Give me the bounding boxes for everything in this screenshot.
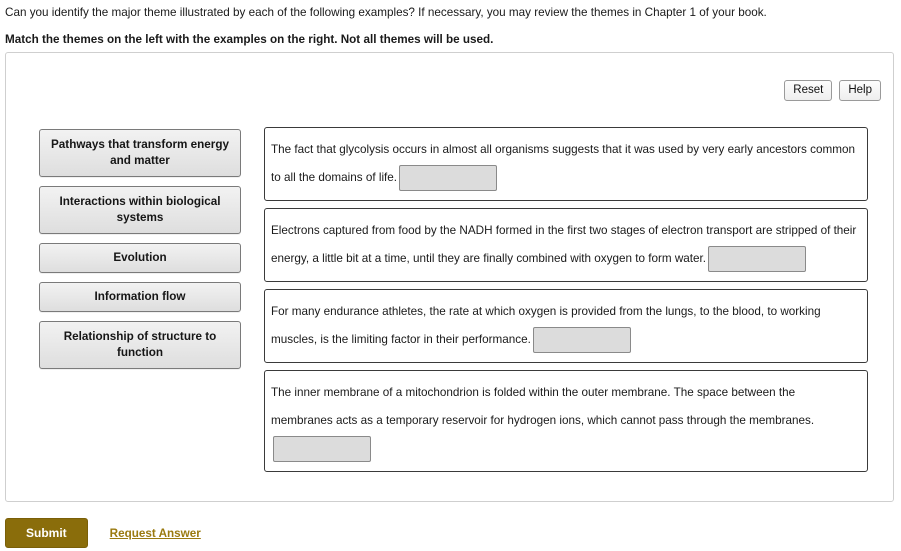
answer-drop-slot[interactable] bbox=[399, 165, 497, 191]
theme-label: Interactions within biological systems bbox=[59, 195, 221, 224]
intro-text: Can you identify the major theme illustrated by each of the following examples? If necessary, you may review the themes in Chapter 1 of your book. bbox=[5, 6, 767, 19]
example-text: The fact that glycolysis occurs in almost all organisms suggests that it was used by very early ancestors common to all the domains of life. bbox=[271, 143, 855, 184]
theme-tile-information-flow[interactable] bbox=[39, 282, 241, 312]
example-item bbox=[264, 208, 868, 282]
theme-tile-evolution[interactable] bbox=[39, 243, 241, 273]
answer-drop-slot[interactable] bbox=[708, 246, 806, 272]
theme-label: Pathways that transform energy and matter bbox=[51, 138, 229, 167]
example-text: The inner membrane of a mitochondrion is folded within the outer membrane. The space between the membranes acts as a temporary reservoir for hydrogen ions, which cannot pass through the membranes. bbox=[271, 386, 815, 427]
answer-drop-slot[interactable] bbox=[533, 327, 631, 353]
theme-tile-structure-function[interactable] bbox=[39, 321, 241, 369]
answer-drop-slot[interactable] bbox=[273, 436, 371, 462]
panel-toolbar bbox=[784, 80, 881, 101]
instruction-text: Match the themes on the left with the examples on the right. Not all themes will be used. bbox=[5, 33, 494, 46]
activity-panel bbox=[5, 52, 894, 502]
example-item bbox=[264, 289, 868, 363]
theme-label: Information flow bbox=[94, 290, 186, 303]
reset-button[interactable]: Reset bbox=[784, 80, 832, 101]
example-item bbox=[264, 127, 868, 201]
theme-label: Relationship of structure to function bbox=[63, 330, 217, 359]
example-text: For many endurance athletes, the rate at which oxygen is provided from the lungs, to the blood, to working muscles, is the limiting factor in their performance. bbox=[271, 305, 821, 346]
theme-bank bbox=[39, 129, 241, 378]
help-button[interactable]: Help bbox=[839, 80, 881, 101]
example-list bbox=[264, 127, 868, 479]
request-answer-link[interactable]: Request Answer bbox=[109, 526, 201, 540]
submit-button[interactable]: Submit bbox=[5, 518, 88, 548]
example-item bbox=[264, 370, 868, 472]
theme-tile-interactions[interactable] bbox=[39, 186, 241, 234]
action-bar bbox=[5, 518, 201, 548]
theme-label: Evolution bbox=[113, 251, 167, 264]
example-text: Electrons captured from food by the NADH formed in the first two stages of electron transport are stripped of their energy, a little bit at a time, until they are finally combined with oxygen to form water. bbox=[271, 224, 857, 265]
theme-tile-pathways[interactable] bbox=[39, 129, 241, 177]
